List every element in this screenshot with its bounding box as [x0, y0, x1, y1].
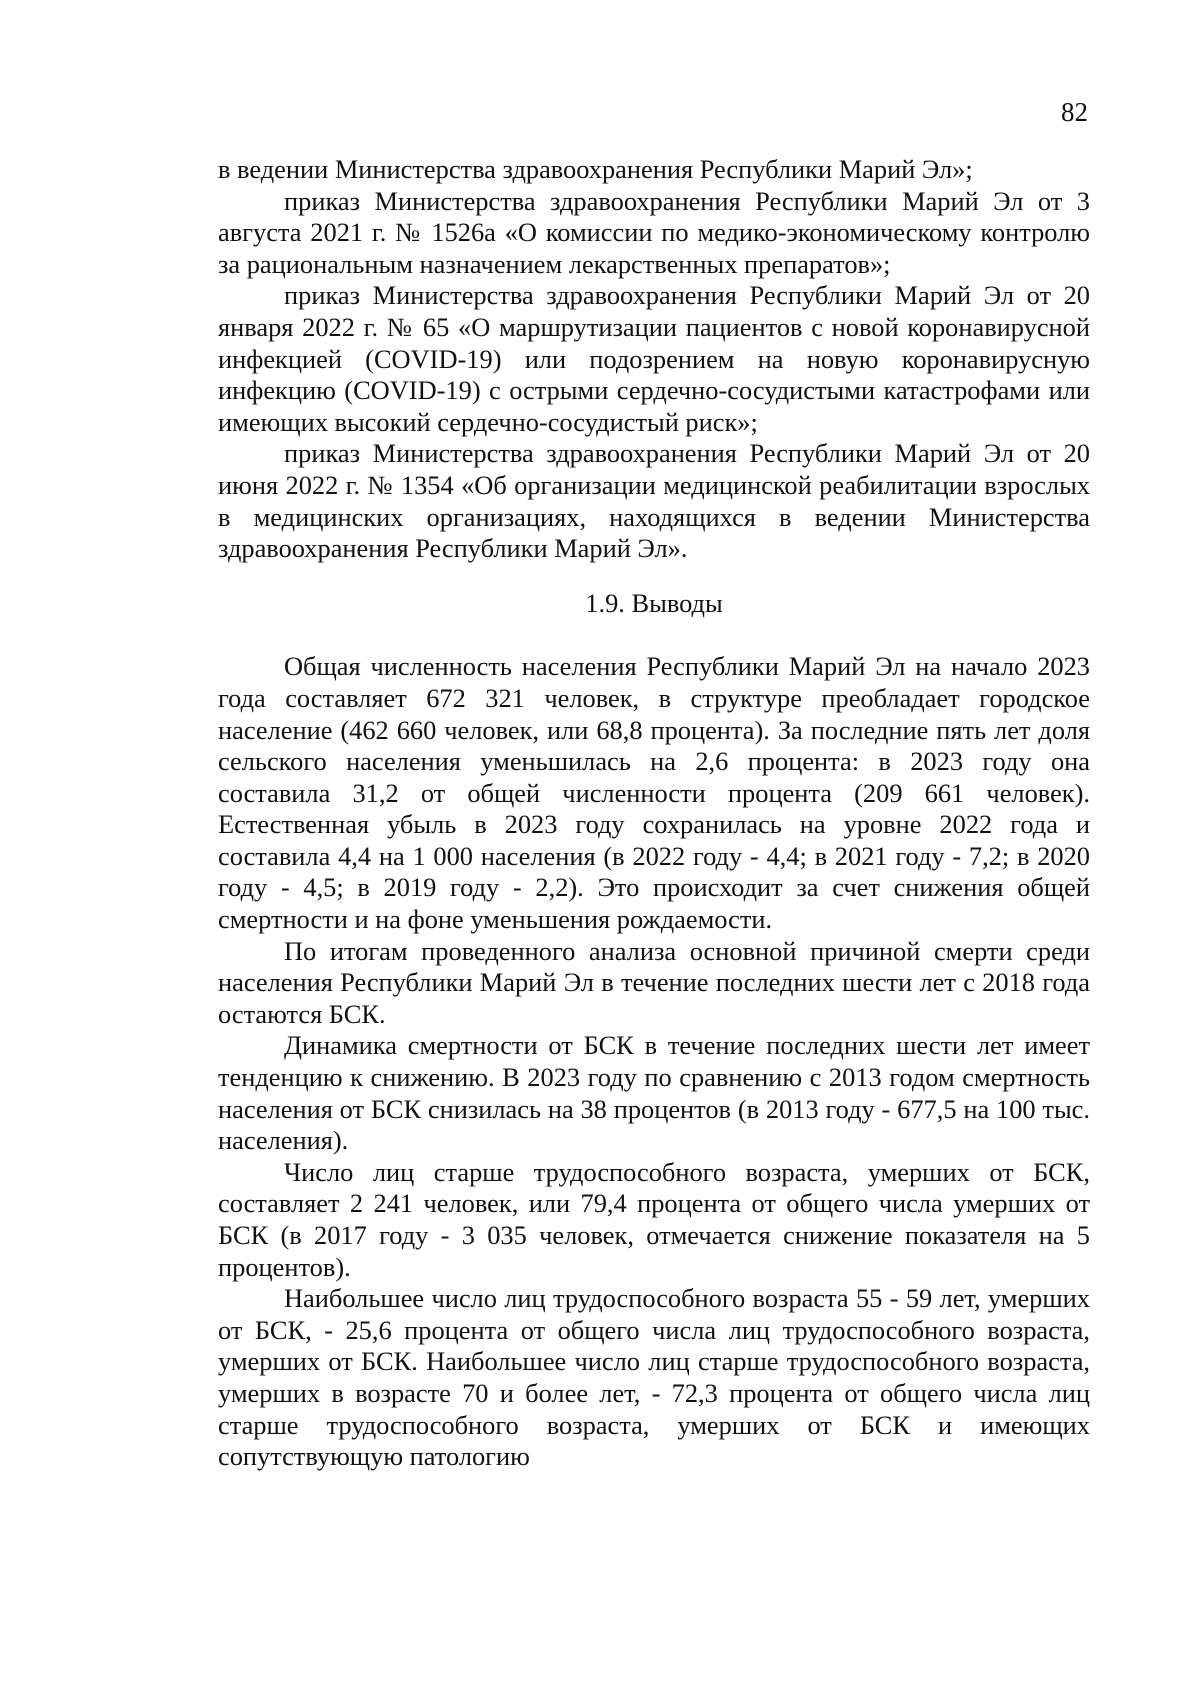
- paragraph-population: Общая численность населения Республики Марий Эл на начало 2023 года составляет 672 321 человек, в структуре преобладает городское население (462 660 человек, или 68,8 процента). За последние пять лет доля сельского населения уменьшилась на 2,6 процента: в 2023 году она составила 31,2 от общей численности процента (209 661 человек). Естественная убыль в 2023 году сохранилась на уровне 2022 года и составила 4,4 на 1 000 населения (в 2022 году - 4,4; в 2021 году - 7,2; в 2020 году - 4,5; в 2019 году - 2,2). Это происходит за счет снижения общей смертности и на фоне уменьшения рождаемости.: [218, 651, 1090, 935]
- document-body: [218, 154, 1090, 1473]
- paragraph-order-1526a: приказ Министерства здравоохранения Республики Марий Эл от 3 августа 2021 г. № 1526а «О комиссии по медико-экономическому контролю за рациональным назначением лекарственных препаратов»;: [218, 185, 1090, 279]
- paragraph-working-age-deaths: Наибольшее число лиц трудоспособного возраста 55 - 59 лет, умерших от БСК, - 25,6 процента от общего числа лиц трудоспособного возраста, умерших от БСК. Наибольшее число лиц старше трудоспособного возраста, умерших в возрасте 70 и более лет, - 72,3 процента от общего числа лиц старше трудоспособного возраста, умерших от БСК и имеющих сопутствующую патологию: [218, 1283, 1090, 1472]
- section-heading: 1.9. Выводы: [585, 587, 723, 618]
- paragraph-elderly-deaths: Число лиц старше трудоспособного возраста, умерших от БСК, составляет 2 241 человек, или 79,4 процента от общего числа умерших от БСК (в 2017 году - 3 035 человек, отмечается снижение показателя на 5 процентов).: [218, 1156, 1090, 1282]
- paragraph-order-65: приказ Министерства здравоохранения Республики Марий Эл от 20 января 2022 г. № 65 «О маршрутизации пациентов с новой коронавирусной инфекцией (COVID-19) или подозрением на новую коронавирусную инфекцию (COVID-19) с острыми сердечно-сосудистыми катастрофами или имеющих высокий сердечно-сосудистый риск»;: [218, 280, 1090, 437]
- paragraph-order-1354: приказ Министерства здравоохранения Республики Марий Эл от 20 июня 2022 г. № 1354 «Об организации медицинской реабилитации взрослых в медицинских организациях, находящихся в ведении Министерства здравоохранения Республики Марий Эл».: [218, 438, 1090, 564]
- paragraph-continuation: в ведении Министерства здравоохранения Республики Марий Эл»;: [218, 154, 973, 184]
- paragraph-mortality-dynamics: Динамика смертности от БСК в течение последних шести лет имеет тенденцию к снижению. В 2023 году по сравнению с 2013 годом смертность населения от БСК снизилась на 38 процентов (в 2013 году - 677,5 на 100 тыс. населения).: [218, 1030, 1090, 1156]
- page-number: 82: [1061, 97, 1088, 127]
- paragraph-main-cause: По итогам проведенного анализа основной причиной смерти среди населения Республики Марий Эл в течение последних шести лет с 2018 года остаются БСК.: [218, 935, 1090, 1029]
